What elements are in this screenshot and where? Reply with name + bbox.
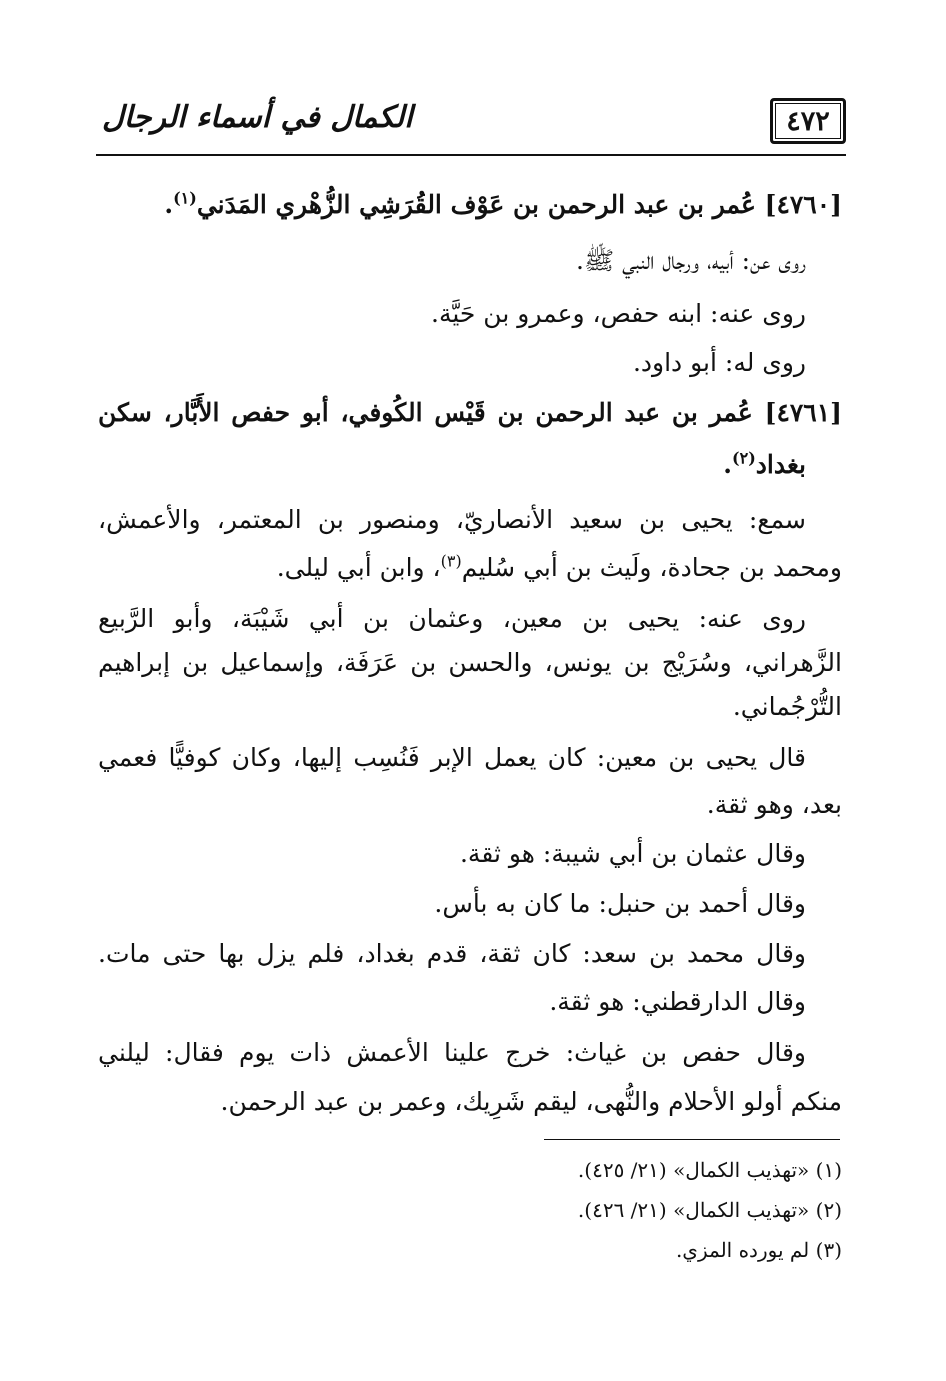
page-number: ٤٧٢ [770,98,846,144]
footnote-divider [544,1139,840,1140]
text-line: بعد، وهو ثقة. [706,790,842,819]
entry-end: . [723,450,733,479]
header-divider [96,154,846,156]
text-line: وقال محمد بن سعد: كان ثقة، قدم بغداد، فلم يزل بها حتى مات. [98,939,806,968]
text-line: الزَّهراني، وسُرَيْج بن يونس، والحسن بن عَرَفَة، وإسماعيل بن إبراهيم [98,648,842,677]
text-line: وقال حفص بن غياث: خرج علينا الأعمش ذات يوم فقال: ليلني [98,1038,806,1067]
text-line: روى عن: أبيه، ورجال النبي ﷺ. [576,246,806,275]
entry-name-cont: بغداد [755,450,806,479]
entry-ref: [٤٧٦١] [764,398,842,427]
text-line: روى له: أبو داود. [632,348,806,377]
page-header [96,92,846,152]
book-title: الكمال في أسماء الرجال [102,100,413,135]
entry-name: عُمر بن عبد الرحمن بن قَيْس الكُوفي، أبو حفص الأَبَّار، سكن [98,398,753,427]
text-line: وقال الدارقطني: هو ثقة. [549,987,806,1016]
entry-4760-heading [98,182,842,228]
text-line: روى عنه: ابنه حفص، وعمرو بن حَيَّة. [431,299,806,328]
entry-4761-heading [98,390,842,436]
entry-name: عُمر بن عبد الرحمن بن عَوْف القُرَشِي الزُّهْري المَدَني [196,190,756,219]
text-line: روى عنه: يحيى بن معين، وعثمان بن أبي شَيْبَة، وأبو الرَّبيع [98,604,806,633]
footnote-marker: (٣) [440,551,462,571]
entry-end: . [164,190,174,219]
footnote-2: (٢) «تهذيب الكمال» (٢١/ ٤٢٦). [577,1198,842,1222]
text-line: وقال أحمد بن حنبل: ما كان به بأس. [434,889,806,918]
footnote-marker: (٢) [732,448,756,468]
text-segment: ومحمد بن جحادة، ولَيث بن أبي سُليم [461,553,842,582]
text-line: التُّرْجُماني. [732,692,842,721]
text-line: سمع: يحيى بن سعيد الأنصاريّ، ومنصور بن المعتمر، والأعمش، [98,505,806,534]
text-line: قال يحيى بن معين: كان يعمل الإبر فَنُسِب إليها، وكان كوفيًّا فعمي [98,743,806,772]
footnote-1: (١) «تهذيب الكمال» (٢١/ ٤٢٥). [577,1158,842,1182]
entry-ref: [٤٧٦٠] [764,190,842,219]
text-line: وقال عثمان بن أبي شيبة: هو ثقة. [459,839,806,868]
text-segment: ، وابن أبي ليلى. [276,553,441,582]
entry-4761-heading-cont [98,442,806,488]
text-line: منكم أولو الأحلام والنُّهى، ليقم شَرِيك، وعمر بن عبد الرحمن. [220,1087,842,1116]
text-line-with-note [98,545,842,591]
footnote-3: (٣) لم يورده المزي. [675,1238,842,1262]
footnote-marker: (١) [173,188,197,208]
